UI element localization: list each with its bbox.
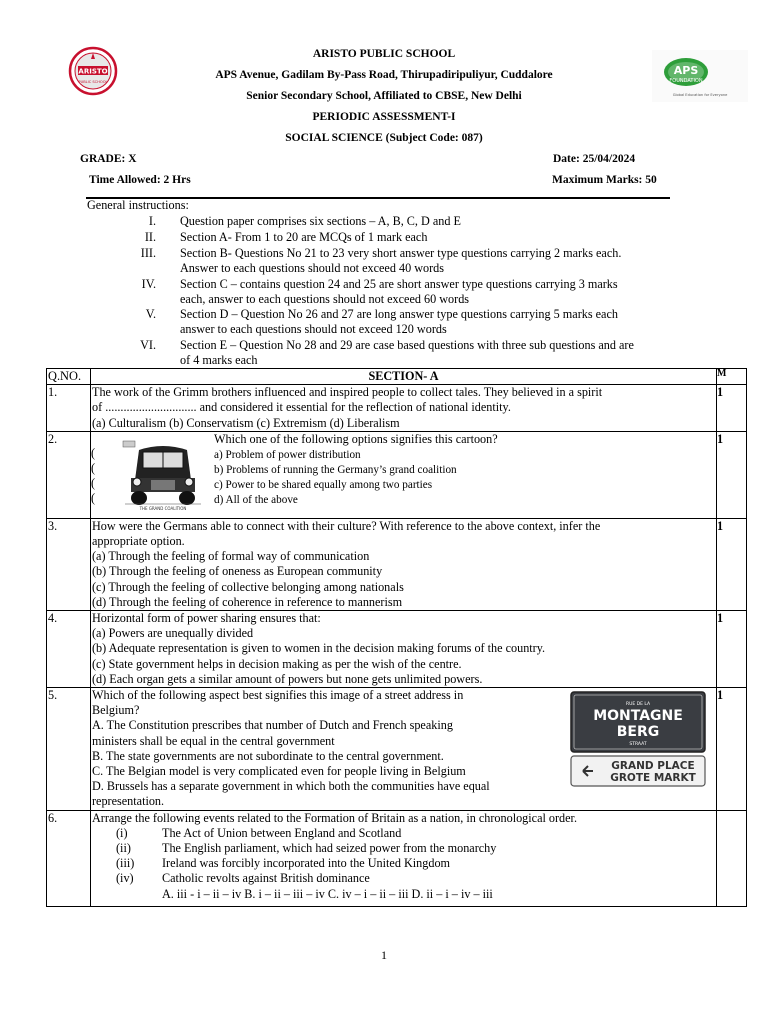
event-item: (i) The Act of Union between England and Scotland [116, 825, 402, 840]
event-item: (iii) Ireland was forcibly incorporated into the United Kingdom [116, 856, 451, 871]
col-marks-header: M [717, 369, 747, 385]
instruction-item: Section E – Question No 28 and 29 are case based questions with three sub questions and are of 4 marks each [180, 338, 634, 367]
instruction-item: Section C – contains question 24 and 25 are short answer type questions carrying 3 marks each, answer to each questions should not exceed 60 words [180, 277, 618, 306]
cartoon-caption: THE GRAND COALITION [139, 505, 187, 511]
question-body [91, 431, 717, 518]
question-body: Horizontal form of power sharing ensures that: (a) Powers are unequally divided (b) Adequate representation is given to women in the decision making forums of the country. (c) State government helps in decision making as per the wish of the centre. (d) Each organ gets a similar amount of powers but none gets unlimited powers. [91, 611, 717, 688]
question-table [46, 368, 747, 907]
instruction-num: VI. [140, 338, 156, 352]
question-number: 5. [47, 688, 91, 811]
section-title: SECTION- A [91, 369, 717, 385]
question-mark: 1 [717, 385, 747, 432]
sign-arrow-line1: GRAND PLACE [611, 760, 695, 773]
table-header-row [47, 369, 747, 385]
question-row [47, 431, 747, 518]
question-row [47, 810, 747, 906]
question-body: How were the Germans able to connect with their culture? With reference to the above context, infer the appropriate option. (a) Through the feeling of formal way of communication (b) Through the feeling of oneness as European community (c) Through the feeling of collective belonging among nationals (d) Through the feeling of coherence in reference to mannerism [91, 518, 717, 610]
street-sign-image [569, 690, 709, 790]
question-body: Which of the following aspect best signifies this image of a street address in Belgium? A. The Constitution prescribes that number of Dutch and French speaking ministers shall be equal in the central government B. The state governments are not subordinate to the central government. C. The Belgian model is very complicated even for people living in Belgium D. Brussels has a separate government in which both the communities have equal representation. RUE DE LA MONTAGNE BERG STRAAT GRAND PLACE GROTE MARKT [91, 688, 717, 811]
instruction-item: Section D – Question No 26 and 27 are long answer type questions carrying 5 marks each answer to each questions should not exceed 120 words [180, 307, 618, 336]
sign-top-small: RUE DE LA [625, 702, 651, 708]
question-row [47, 385, 747, 432]
maximum-marks: Maximum Marks: 50 [552, 174, 657, 186]
question-number: 3. [47, 518, 91, 610]
aps-logo-sub: FOUNDATION [669, 78, 703, 84]
school-name: ARISTO PUBLIC SCHOOL [312, 48, 456, 60]
sign-line2: BERG [616, 724, 660, 741]
page-number: 1 [381, 948, 387, 962]
instruction-item: Question paper comprises six sections – A, B, C, D and E [180, 214, 461, 228]
question-number: 4. [47, 611, 91, 688]
cartoon-image [121, 440, 205, 512]
question-body: The work of the Grimm brothers influenced and inspired people to collect tales. They believed in a spirit of .............................. and considered it essential for the reflection of national identity. (a) Culturalism (b) Conservatism (c) Extremism (d) Liberalism [91, 385, 717, 432]
col-qno-header: Q.NO. [47, 369, 91, 385]
time-allowed: Time Allowed: 2 Hrs [89, 174, 191, 186]
instruction-num: V. [145, 307, 156, 321]
question-row [47, 518, 747, 610]
exam-date: Date: 25/04/2024 [553, 153, 636, 165]
grade: GRADE: X [80, 153, 137, 165]
instruction-num: II. [144, 230, 156, 244]
aristo-logo-sub: PUBLIC SCHOOL [78, 80, 108, 84]
sign-arrow-line2: GROTE MARKT [610, 772, 696, 785]
paren-column: ( ( ( ( [91, 445, 96, 505]
instruction-item: Section A- From 1 to 20 are MCQs of 1 mark each [180, 230, 428, 244]
question-stem: Which one of the following options signifies this cartoon? [214, 431, 498, 446]
sign-line1: MONTAGNE [593, 708, 683, 725]
aps-logo-text: APS [673, 64, 699, 77]
school-address: APS Avenue, Gadilam By-Pass Road, Thirupadiripuliyur, Cuddalore [215, 69, 553, 81]
question-row [47, 688, 747, 811]
aps-logo-tag: Global Education for Everyone [672, 93, 728, 97]
question-number: 2. [47, 431, 91, 518]
instructions-title: General instructions: [87, 198, 189, 212]
subject-title: SOCIAL SCIENCE (Subject Code: 087) [285, 132, 483, 144]
options-list: a) Problem of power distribution b) Problems of running the Germany’s grand coalition c) Power to be shared equally among two parties d) All of the above [214, 448, 457, 506]
question-mark [717, 810, 747, 906]
instruction-num: I. [148, 214, 156, 228]
sign-line3: STRAAT [629, 742, 647, 748]
event-item: (iv) Catholic revolts against British dominance [116, 871, 370, 886]
question-mark: 1 [717, 431, 747, 518]
aristo-logo-text: ARISTO [78, 67, 108, 76]
instruction-item: Section B- Questions No 21 to 23 very short answer type questions carrying 2 marks each. Answer to each questions should not exceed 40 words [180, 246, 622, 275]
question-mark: 1 [717, 518, 747, 610]
school-affiliation: Senior Secondary School, Affiliated to CBSE, New Delhi [246, 90, 522, 102]
exam-title: PERIODIC ASSESSMENT-I [312, 111, 456, 123]
instruction-num: III. [140, 246, 156, 260]
instruction-num: IV. [141, 277, 156, 291]
question-number: 6. [47, 810, 91, 906]
question-number: 1. [47, 385, 91, 432]
question-stem: Arrange the following events related to the Formation of Britain as a nation, in chronological order. [92, 810, 577, 825]
event-item: (ii) The English parliament, which had seized power from the monarchy [116, 841, 497, 856]
answer-options: A. iii - i – ii – iv B. i – ii – iii – iv C. iv – i – ii – iii D. ii – i – iv – iii [162, 886, 493, 901]
question-body [91, 810, 717, 906]
question-row [47, 611, 747, 688]
question-mark: 1 [717, 611, 747, 688]
question-mark: 1 [717, 688, 747, 811]
